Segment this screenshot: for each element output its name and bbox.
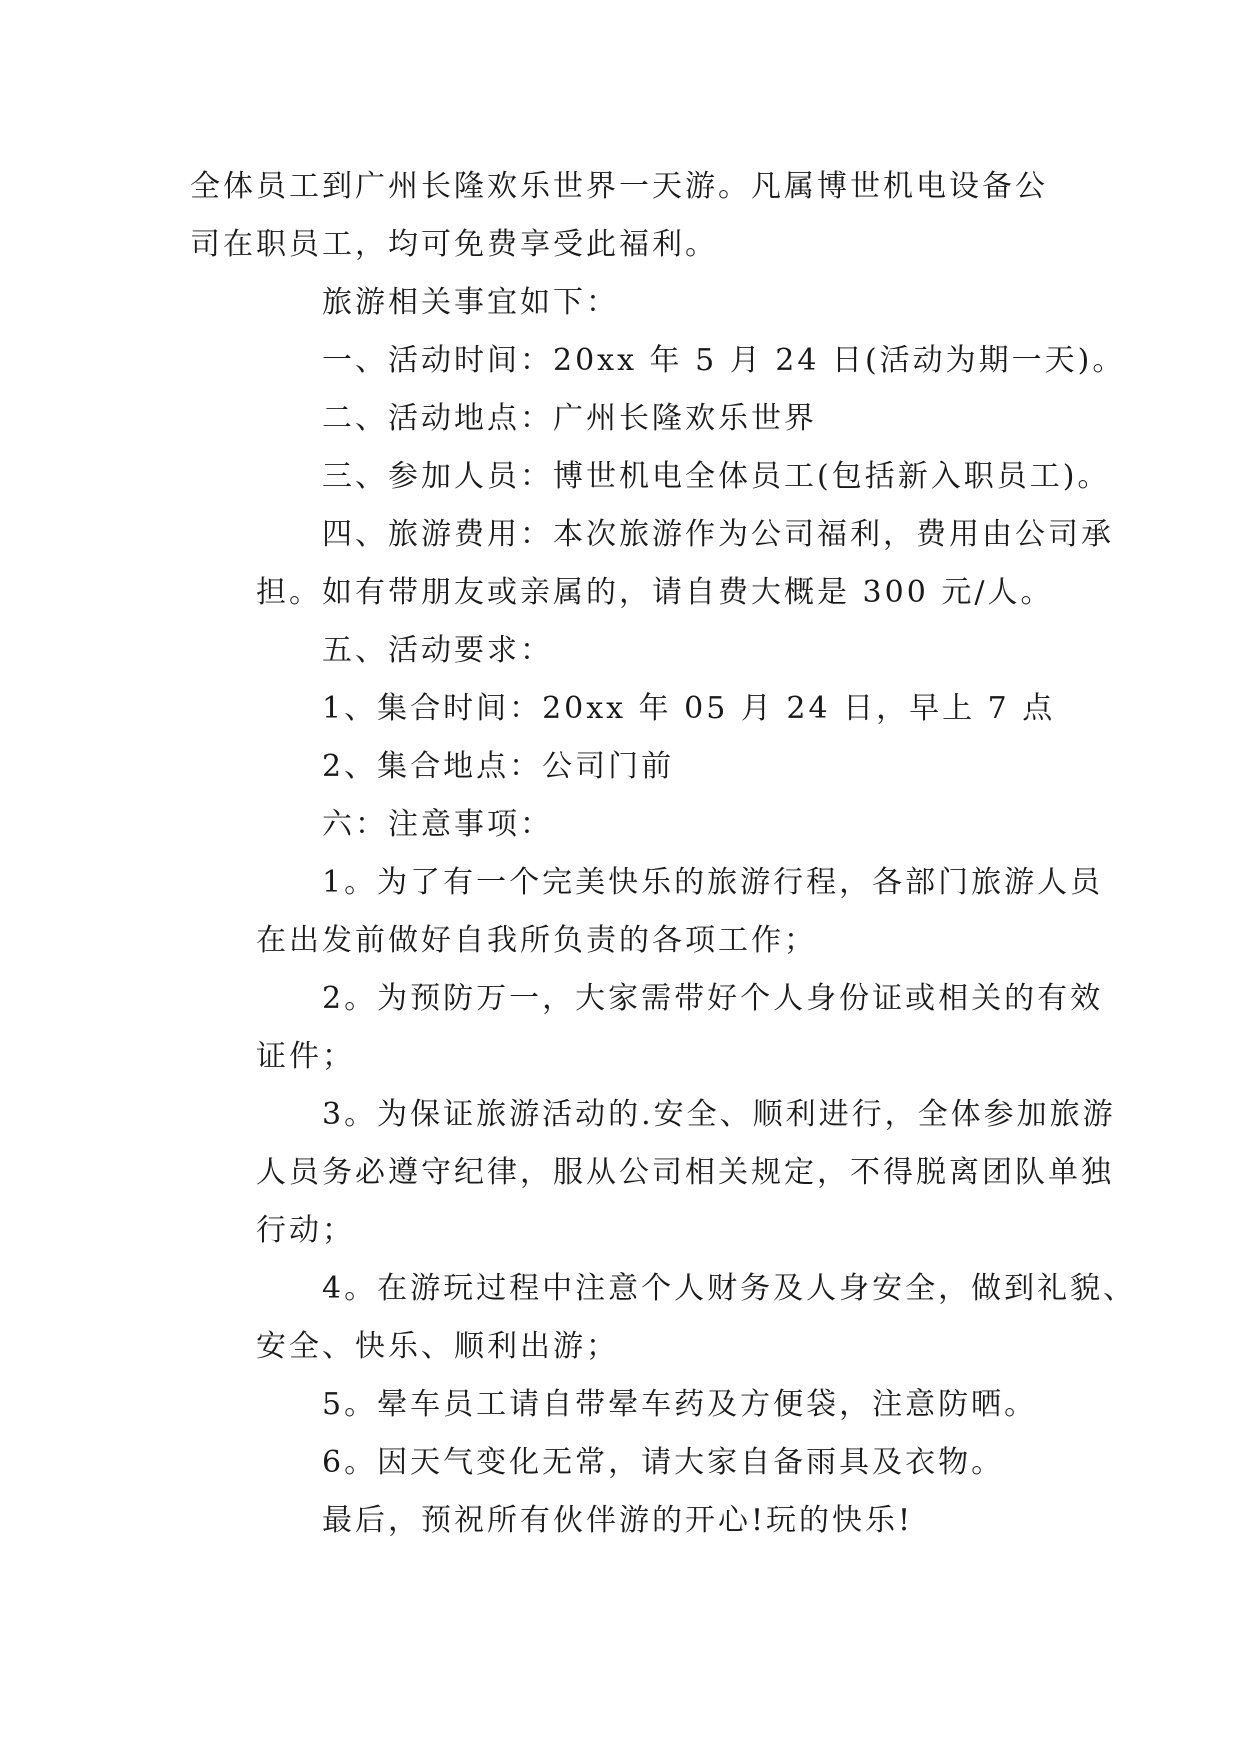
text-line: 安全、快乐、顺利出游；: [256, 1329, 619, 1364]
paragraph-closing: [190, 1492, 1052, 1550]
text-line: 5。晕车员工请自带晕车药及方便袋，注意防晒。: [322, 1387, 1038, 1422]
paragraph-note-5: [190, 1376, 1052, 1434]
text-line: 六：注意事项：: [322, 807, 553, 842]
text-line: 2、集合地点：公司门前: [322, 749, 675, 784]
text-line: 担。如有带朋友或亲属的，请自费大概是 300 元/人。: [256, 575, 1054, 610]
text-line: 一、活动时间：20xx 年 5 月 24 日(活动为期一天)。: [322, 343, 1126, 378]
paragraph-gather-time: [190, 680, 1056, 738]
text-line: 三、参加人员：博世机电全体员工(包括新入职员工)。: [322, 459, 1111, 494]
paragraph-gather-location: [190, 738, 1052, 796]
text-line: 旅游相关事宜如下：: [322, 285, 619, 320]
text-line: 司在职员工，均可免费享受此福利。: [190, 227, 718, 262]
text-line: 全体员工到广州长隆欢乐世界一天游。凡属博世机电设备公: [190, 169, 1048, 204]
document-body: [190, 158, 1137, 1550]
paragraph-note-6: [190, 1434, 1052, 1492]
text-line: 最后，预祝所有伙伴游的开心!玩的快乐!: [322, 1503, 914, 1538]
text-line: 人员务必遵守纪律，服从公司相关规定，不得脱离团队单独: [256, 1155, 1114, 1190]
text-line: 1。为了有一个完美快乐的旅游行程，各部门旅游人员: [322, 865, 1104, 900]
paragraph-note-3: [190, 1086, 1116, 1260]
paragraph-activity-location: [190, 390, 1052, 448]
text-line: 证件；: [256, 1039, 355, 1074]
paragraph-participants: [190, 448, 1111, 506]
paragraph-note-4: [190, 1260, 1137, 1376]
paragraph-intro: [190, 158, 1052, 274]
paragraph-note-1: [190, 854, 1104, 970]
paragraph-travel-cost: [190, 506, 1114, 622]
paragraph-notes-heading: [190, 796, 1052, 854]
text-line: 1、集合时间：20xx 年 05 月 24 日，早上 7 点: [322, 691, 1056, 726]
paragraph-note-2: [190, 970, 1104, 1086]
text-line: 四、旅游费用：本次旅游作为公司福利，费用由公司承: [322, 517, 1114, 552]
text-line: 3。为保证旅游活动的.安全、顺利进行，全体参加旅游: [322, 1097, 1116, 1132]
paragraph-requirements-heading: [190, 622, 1052, 680]
text-line: 五、活动要求：: [322, 633, 553, 668]
paragraph-details-heading: [190, 274, 1052, 332]
text-line: 6。因天气变化无常，请大家自备雨具及衣物。: [322, 1445, 1005, 1480]
text-line: 二、活动地点：广州长隆欢乐世界: [322, 401, 817, 436]
text-line: 4。在游玩过程中注意个人财务及人身安全，做到礼貌、: [322, 1271, 1137, 1306]
paragraph-activity-time: [190, 332, 1126, 390]
text-line: 在出发前做好自我所负责的各项工作；: [256, 923, 817, 958]
text-line: 2。为预防万一，大家需带好个人身份证或相关的有效: [322, 981, 1104, 1016]
text-line: 行动；: [256, 1213, 355, 1248]
